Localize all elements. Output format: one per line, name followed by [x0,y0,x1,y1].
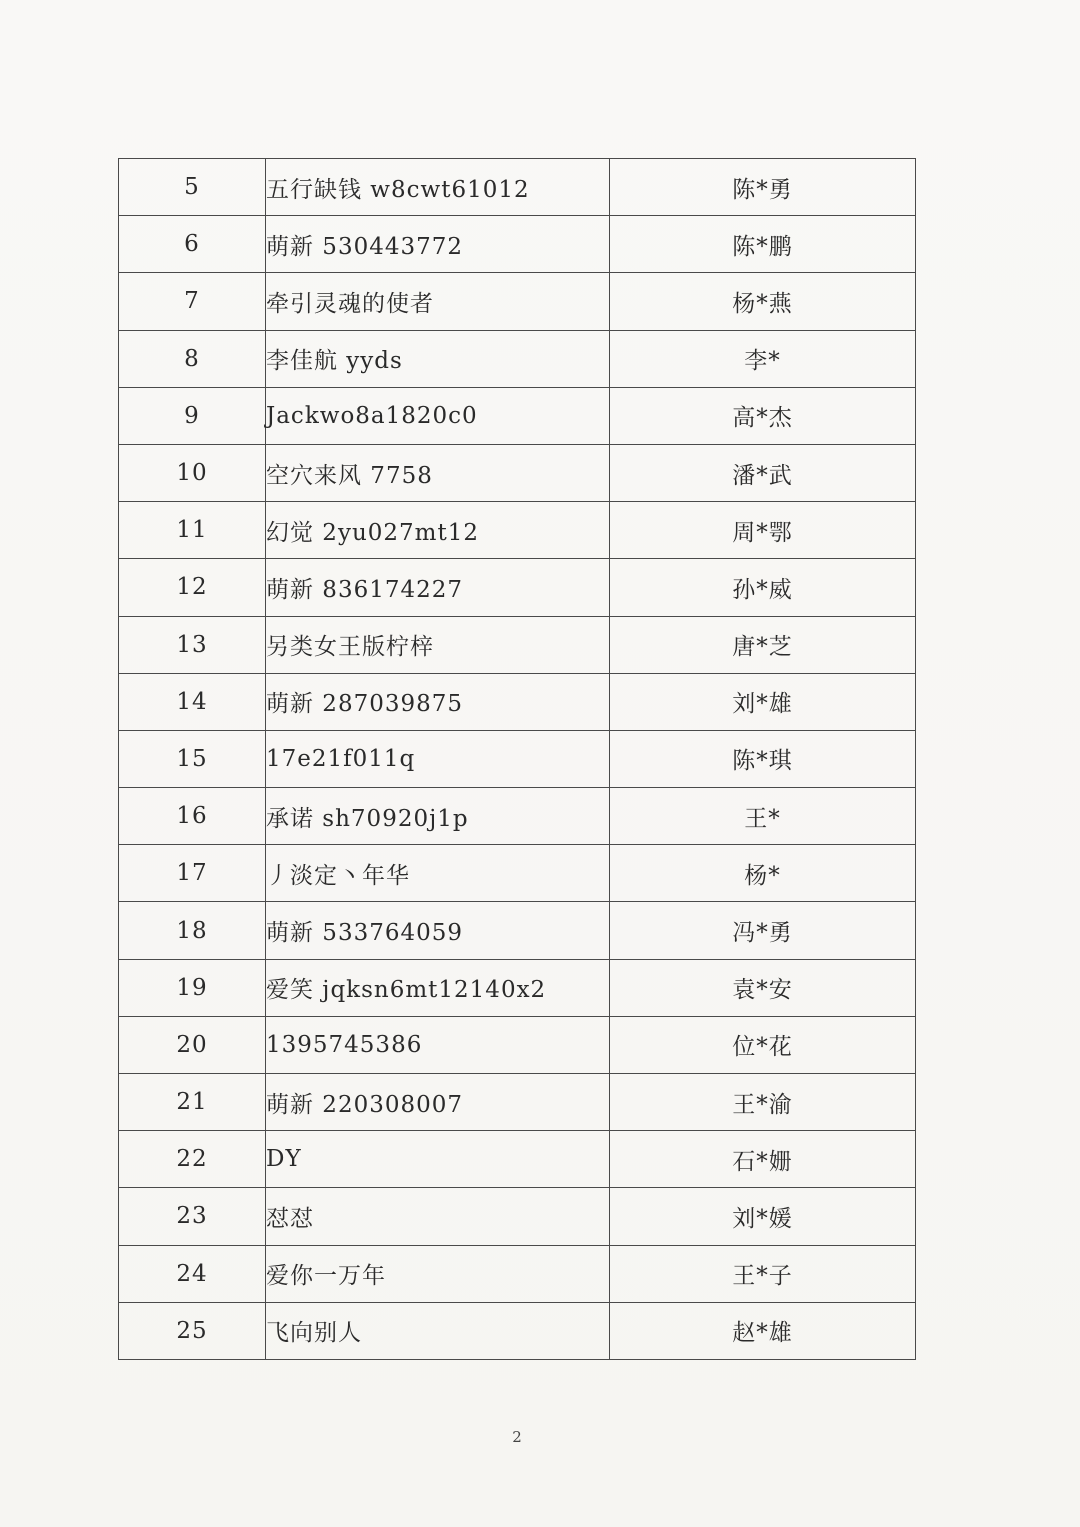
table-row [119,673,916,730]
name-cell: 袁*安 [610,959,916,1016]
row-number-cell: 10 [119,444,266,501]
nickname-cell: DY [266,1131,610,1188]
name-cell: 孙*威 [610,559,916,616]
name-cell: 位*花 [610,1016,916,1073]
table-row [119,788,916,845]
row-number-cell: 17 [119,845,266,902]
table-row [119,1131,916,1188]
nickname-cell: 萌新 836174227 [266,559,610,616]
row-number-cell: 14 [119,673,266,730]
nickname-cell: 飞向别人 [266,1302,610,1359]
nickname-cell: Jackwo8a1820c0 [266,387,610,444]
row-number-cell: 13 [119,616,266,673]
row-number-cell: 19 [119,959,266,1016]
row-number-cell: 25 [119,1302,266,1359]
nickname-cell: 怼怼 [266,1188,610,1245]
table-row [119,902,916,959]
row-number-cell: 15 [119,730,266,787]
nickname-cell: 空穴来风 7758 [266,444,610,501]
row-number-cell: 22 [119,1131,266,1188]
nickname-cell: 爱你一万年 [266,1245,610,1302]
name-cell: 刘*雄 [610,673,916,730]
table-row [119,159,916,216]
row-number-cell: 21 [119,1074,266,1131]
table-row [119,616,916,673]
row-number-cell: 5 [119,159,266,216]
table-row [119,1245,916,1302]
nickname-cell: 萌新 220308007 [266,1074,610,1131]
row-number-cell: 11 [119,502,266,559]
nickname-cell: 牵引灵魂的使者 [266,273,610,330]
table-row [119,387,916,444]
name-cell: 石*姗 [610,1131,916,1188]
table-row [119,1302,916,1359]
table-row [119,502,916,559]
name-cell: 潘*武 [610,444,916,501]
name-cell: 王*渝 [610,1074,916,1131]
nickname-cell: 幻觉 2yu027mt12 [266,502,610,559]
nickname-cell: 爱笑 jqksn6mt12140x2 [266,959,610,1016]
table-row [119,216,916,273]
name-cell: 冯*勇 [610,902,916,959]
table-row [119,730,916,787]
name-cell: 王*子 [610,1245,916,1302]
table-row [119,1074,916,1131]
nickname-cell: 丿淡定丶年华 [266,845,610,902]
row-number-cell: 7 [119,273,266,330]
row-number-cell: 9 [119,387,266,444]
nickname-cell: 1395745386 [266,1016,610,1073]
table-row [119,273,916,330]
name-cell: 陈*勇 [610,159,916,216]
nickname-cell: 五行缺钱 w8cwt61012 [266,159,610,216]
row-number-cell: 12 [119,559,266,616]
name-cell: 杨*燕 [610,273,916,330]
page-number: 2 [512,1428,522,1446]
name-cell: 杨* [610,845,916,902]
table-row [119,330,916,387]
nickname-cell: 萌新 287039875 [266,673,610,730]
nickname-cell: 李佳航 yyds [266,330,610,387]
name-cell: 高*杰 [610,387,916,444]
nickname-cell: 另类女王版柠梓 [266,616,610,673]
name-cell: 李* [610,330,916,387]
table-row [119,959,916,1016]
table-row [119,559,916,616]
table-row [119,845,916,902]
table-row [119,1016,916,1073]
row-number-cell: 20 [119,1016,266,1073]
row-number-cell: 18 [119,902,266,959]
row-number-cell: 6 [119,216,266,273]
name-cell: 周*鄂 [610,502,916,559]
row-number-cell: 16 [119,788,266,845]
name-cell: 唐*芝 [610,616,916,673]
nickname-cell: 萌新 530443772 [266,216,610,273]
name-cell: 王* [610,788,916,845]
row-number-cell: 8 [119,330,266,387]
name-cell: 刘*媛 [610,1188,916,1245]
name-cell: 陈*鹏 [610,216,916,273]
row-number-cell: 24 [119,1245,266,1302]
table-row [119,1188,916,1245]
roster-table-body [119,159,916,1360]
nickname-cell: 承诺 sh70920j1p [266,788,610,845]
nickname-cell: 萌新 533764059 [266,902,610,959]
name-cell: 陈*琪 [610,730,916,787]
roster-table [118,158,916,1360]
table-row [119,444,916,501]
nickname-cell: 17e21f011q [266,730,610,787]
row-number-cell: 23 [119,1188,266,1245]
name-cell: 赵*雄 [610,1302,916,1359]
